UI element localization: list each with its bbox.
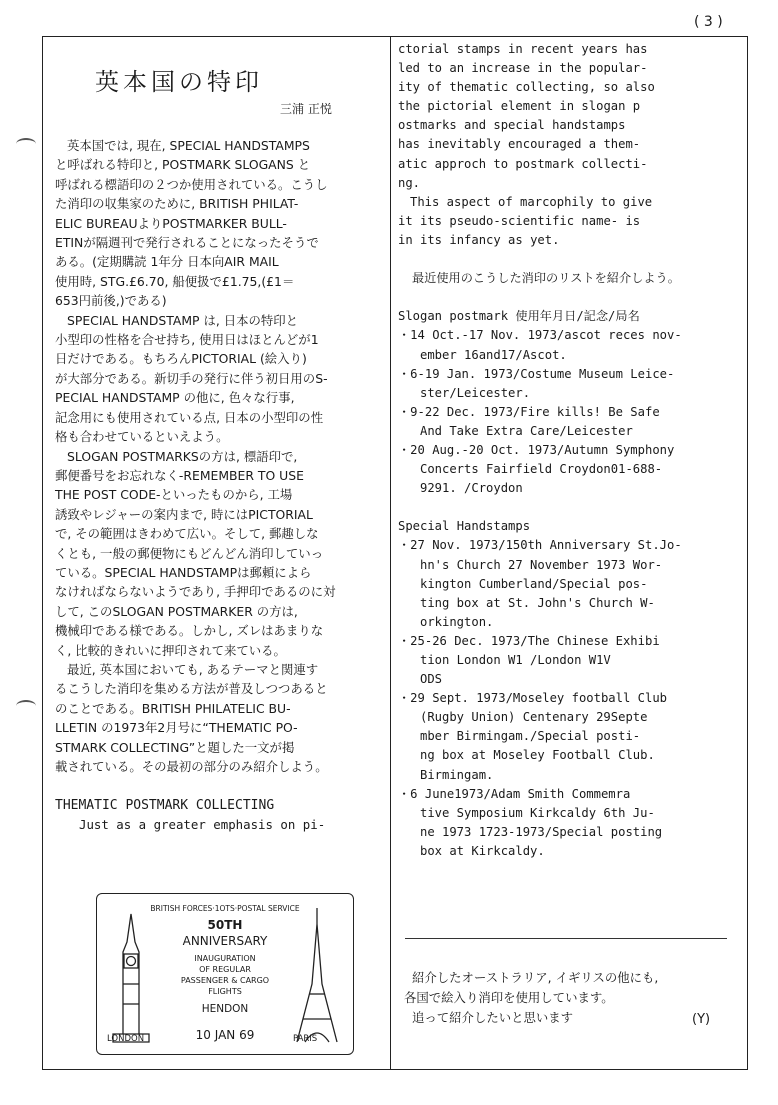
text-line: has inevitably encouraged a them- (398, 137, 641, 152)
list-item-cont: tive Symposium Kirkcaldy 6th Ju- (420, 805, 655, 820)
stamp-line: HENDON (201, 1003, 249, 1015)
text-line: 記念用にも使用されている点, 日本の小型印の性 (55, 409, 324, 425)
stamp-date: 10 JAN 69 (195, 1028, 255, 1042)
section-heading-handstamps: Special Handstamps (398, 519, 531, 534)
list-item: ・9-22 Dec. 1973/Fire kills! Be Safe (398, 404, 660, 419)
text-line: led to an increase in the popular- (398, 61, 648, 76)
list-item-cont: orkington. (420, 614, 494, 629)
text-line: the pictorial element in slogan p (398, 99, 641, 114)
footer-line: 各国で絵入り消印を使用しています。 (404, 990, 614, 1005)
text-line: STMARK COLLECTING”と題した一文が掲 (55, 739, 295, 755)
text-line: 格も合わせているといえよう。 (55, 429, 229, 445)
text-line: 英本国では, 現在, SPECIAL HANDSTAMPS (67, 138, 310, 153)
list-item-cont: (Rugby Union) Centenary 29Septe (420, 710, 648, 725)
stamp-line: OF REGULAR (199, 965, 251, 974)
stamp-left-city: LONDON (107, 1034, 145, 1044)
stamp-line: FLIGHTS (208, 987, 242, 996)
article-title: 英本国の特印 (95, 68, 263, 96)
text-line: して, このSLOGAN POSTMARKER の方は, (55, 603, 298, 619)
text-line: 最近, 英本国においても, あるテーマと関連す (67, 661, 319, 677)
text-line: SPECIAL HANDSTAMP は, 日本の特印と (67, 312, 299, 328)
stamp-line: INAUGURATION (194, 954, 256, 963)
list-item-cont: 9291. /Croydon (420, 481, 523, 496)
text-line: 653円前後,)である) (55, 293, 167, 309)
text-line: のことである。BRITISH PHILATELIC BU- (55, 700, 291, 716)
punch-hole-mark (16, 138, 36, 150)
list-item: ・20 Aug.-20 Oct. 1973/Autumn Symphony (398, 442, 675, 457)
stamp-top-text: BRITISH FORCES·1OTS·POSTAL SERVICE (150, 904, 300, 913)
list-item-cont: ster/Leicester. (420, 385, 531, 400)
text-line (398, 498, 743, 517)
text-line: SLOGAN POSTMARKSの方は, 標語印で, (67, 448, 298, 464)
subheading: THEMATIC POSTMARK COLLECTING (55, 797, 275, 813)
text-line: と呼ばれる特印と, POSTMARK SLOGANS と (55, 157, 311, 173)
right-column (398, 40, 743, 861)
footer-signature: (Y) (692, 1012, 711, 1027)
stamp-line: 50TH (207, 918, 243, 932)
list-item-cont: mber Birmingam./Special posti- (420, 729, 641, 744)
text-line: 載されている。その最初の部分のみ紹介しよう。 (55, 759, 328, 774)
text-line: が大部分である。新切手の発行に伴う初日用のS- (55, 370, 328, 386)
stamp-right-city: PARIS (293, 1034, 318, 1044)
text-line: 日だけである。もちろんPICTORIAL (絵入り) (55, 351, 307, 367)
text-line: るこうした消印を集める方法が普及しつつあると (55, 681, 328, 697)
footer-note (404, 968, 659, 1028)
list-item-cont: box at Kirkcaldy. (420, 843, 545, 858)
text-line: ostmarks and special handstamps (398, 118, 626, 133)
text-line: ている。SPECIAL HANDSTAMPは郵頼によら (55, 564, 312, 580)
stamp-line: PASSENGER & CARGO (180, 976, 270, 985)
postmark-stamp-illustration (96, 893, 354, 1055)
text-line (398, 250, 743, 269)
text-line: 小型印の性格を合せ持ち, 使用日はほとんどが1 (55, 332, 319, 348)
list-item-cont: kington Cumberland/Special pos- (420, 576, 648, 591)
punch-hole-mark (16, 700, 36, 712)
list-item: ・29 Sept. 1973/Moseley football Club (398, 691, 667, 706)
list-item: ・6 June1973/Adam Smith Commemra (398, 786, 631, 801)
footer-line: 紹介したオーストラリア, イギリスの他にも, (412, 970, 659, 985)
text-line: 使用時, STG.£6.70, 船便扱で£1.75,(£1＝ (55, 273, 295, 289)
text-line (398, 288, 743, 307)
list-item-cont: tion London W1 /London W1V (420, 653, 611, 667)
text-line: This aspect of marcophily to give (410, 194, 653, 209)
text-line: THE POST CODE-といったものから, 工場 (55, 487, 293, 503)
text-line: ctorial stamps in recent years has (398, 42, 648, 56)
list-item: ・6-19 Jan. 1973/Costume Museum Leice- (398, 366, 675, 381)
text-line: なければならないようであり, 手押印であるのに対 (55, 584, 336, 600)
stamp-line: ANNIVERSARY (182, 934, 268, 948)
list-item-cont: ne 1973 1723-1973/Special posting (420, 824, 663, 839)
text-line: ng. (398, 175, 421, 190)
text-line: で, その範囲はきわめて広い。そして, 郵趣しな (55, 526, 319, 542)
text-line: た消印の収集家のために, BRITISH PHILAT- (55, 196, 299, 212)
text-line: ELIC BUREAUよりPOSTMARKER BULL- (55, 215, 287, 231)
text-line: 誘致やレジャーの案内まで, 時にはPICTORIAL (55, 506, 313, 522)
text-line: 郵便番号をお忘れなく-REMEMBER TO USE (55, 467, 304, 483)
list-item-cont: Concerts Fairfield Croydon01-688- (420, 462, 663, 477)
text-line: 呼ばれる標語印の２つか使用されている。こうし (55, 176, 328, 192)
page-number: ( 3 ) (694, 14, 723, 30)
left-column (55, 136, 385, 835)
list-item: ・25-26 Dec. 1973/The Chinese Exhibi (398, 633, 660, 648)
text-line: ETINが隔週刊で発行されることになったそうで (55, 235, 319, 251)
list-item-cont: hn's Church 27 November 1973 Wor- (420, 557, 663, 572)
list-item-cont: ng box at Moseley Football Club. (420, 748, 655, 763)
text-line: くとも, 一般の郵便物にもどんどん消印していっ (55, 545, 324, 561)
text-line (55, 776, 385, 795)
list-item-cont: ODS (420, 672, 443, 687)
text-line: 機械印である様である。しかし, ズレはあまりな (55, 623, 324, 639)
list-item-cont: And Take Extra Care/Leicester (420, 423, 633, 438)
list-intro: 最近使用のこうした消印のリストを紹介しよう。 (412, 271, 680, 286)
text-line: atic approch to postmark collecti- (398, 156, 648, 171)
text-line: it its pseudo-scientific name- is (398, 213, 641, 228)
list-item: ・14 Oct.-17 Nov. 1973/ascot reces nov- (398, 328, 682, 343)
text-line: Just as a greater emphasis on pi- (79, 817, 326, 833)
text-line: in its infancy as yet. (398, 232, 560, 247)
section-heading-slogan: Slogan postmark 使用年月日/記念/局名 (398, 309, 640, 324)
text-line: ある。(定期購読 1年分 日本向AIR MAIL (55, 254, 279, 270)
section-separator (405, 938, 727, 939)
text-line: LLETIN の1973年2月号に“THEMATIC PO- (55, 720, 298, 736)
footer-line: 追って紹介したいと思います (412, 1010, 574, 1025)
list-item-cont: Birmingam. (420, 767, 494, 782)
list-item: ・27 Nov. 1973/150th Anniversary St.Jo- (398, 538, 682, 553)
list-item-cont: ting box at St. John's Church W- (420, 595, 655, 610)
text-line: PECIAL HANDSTAMP の他に, 色々な行事, (55, 390, 295, 406)
text-line: ity of thematic collecting, so also (398, 80, 655, 95)
list-item-cont: ember 16and17/Ascot. (420, 347, 567, 362)
text-line: く, 比較的きれいに押印されて来ている。 (55, 642, 286, 658)
column-divider (390, 36, 391, 1070)
article-author: 三浦 正悦 (280, 102, 332, 116)
